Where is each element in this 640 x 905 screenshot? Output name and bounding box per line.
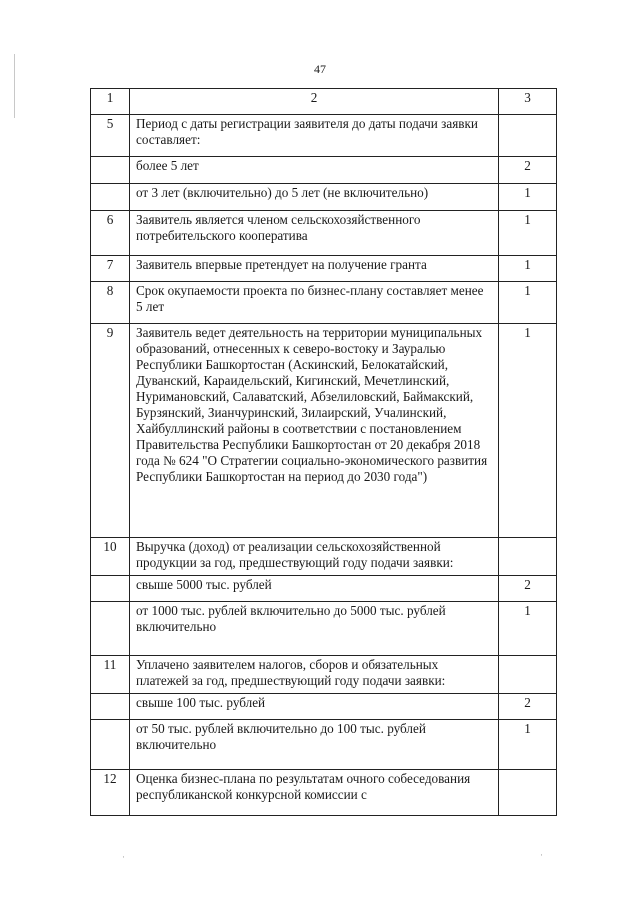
row-number — [91, 720, 130, 770]
table-row — [91, 282, 557, 324]
scan-speck: · — [122, 852, 125, 862]
points-value: 1 — [499, 256, 557, 282]
row-number — [91, 184, 130, 211]
row-number — [91, 694, 130, 720]
table-row — [91, 720, 557, 770]
criterion-text: Уплачено заявителем налогов, сборов и обязательных платежей за год, предшествующий году подачи заявки: — [130, 656, 499, 694]
row-number: 9 — [91, 324, 130, 538]
criteria-table — [90, 88, 557, 816]
criterion-text: Заявитель ведет деятельность на территории муниципальных образований, отнесенных к северо-востоку и Зауралью Республики Башкортостан (Аскинский, Белокатайский, Дуванский, Караидельский, Кигинский, Мечетлинский, Нуримановский, Салаватский, Абзелиловский, Баймакский, Бурзянский, Зианчуринский, Зилаирский, Учалинский, Хайбуллинский районы в соответствии с постановлением Правительства Республики Башкортостан от 20 декабря 2018 года № 624 "О Стратегии социально-экономического развития Республики Башкортостан на период до 2030 года") — [130, 324, 499, 538]
header-col-2: 2 — [130, 89, 499, 115]
points-value — [499, 770, 557, 816]
criterion-text: Заявитель является членом сельскохозяйственного потребительского кооператива — [130, 211, 499, 256]
row-number — [91, 602, 130, 656]
table-row — [91, 602, 557, 656]
points-value: 1 — [499, 184, 557, 211]
row-number: 5 — [91, 115, 130, 157]
table-row — [91, 576, 557, 602]
criterion-text: Заявитель впервые претендует на получение гранта — [130, 256, 499, 282]
criterion-text: от 50 тыс. рублей включительно до 100 тыс. рублей включительно — [130, 720, 499, 770]
points-value: 1 — [499, 282, 557, 324]
header-col-1: 1 — [91, 89, 130, 115]
criterion-text: Срок окупаемости проекта по бизнес-плану составляет менее 5 лет — [130, 282, 499, 324]
points-value — [499, 656, 557, 694]
table-row — [91, 538, 557, 576]
points-value: 2 — [499, 157, 557, 184]
points-value: 1 — [499, 720, 557, 770]
criterion-text: Выручка (доход) от реализации сельскохозяйственной продукции за год, предшествующий году подачи заявки: — [130, 538, 499, 576]
page-number: 47 — [314, 62, 326, 76]
row-number — [91, 576, 130, 602]
table-row — [91, 694, 557, 720]
scan-speck: · — [540, 850, 543, 860]
row-number: 11 — [91, 656, 130, 694]
points-value: 1 — [499, 211, 557, 256]
table-row — [91, 256, 557, 282]
table-row — [91, 324, 557, 538]
table-row — [91, 157, 557, 184]
table-row — [91, 770, 557, 816]
points-value — [499, 538, 557, 576]
criterion-text: от 1000 тыс. рублей включительно до 5000 тыс. рублей включительно — [130, 602, 499, 656]
points-value: 2 — [499, 576, 557, 602]
points-value: 2 — [499, 694, 557, 720]
criterion-text: от 3 лет (включительно) до 5 лет (не включительно) — [130, 184, 499, 211]
points-value: 1 — [499, 324, 557, 538]
criterion-text: свыше 5000 тыс. рублей — [130, 576, 499, 602]
row-number: 7 — [91, 256, 130, 282]
table-header-row — [91, 89, 557, 115]
points-value: 1 — [499, 602, 557, 656]
table-row — [91, 115, 557, 157]
row-number: 10 — [91, 538, 130, 576]
row-number: 8 — [91, 282, 130, 324]
criterion-text: свыше 100 тыс. рублей — [130, 694, 499, 720]
points-value — [499, 115, 557, 157]
criterion-text: Период с даты регистрации заявителя до даты подачи заявки составляет: — [130, 115, 499, 157]
table-row — [91, 656, 557, 694]
row-number — [91, 157, 130, 184]
table-row — [91, 184, 557, 211]
criterion-text: более 5 лет — [130, 157, 499, 184]
header-col-3: 3 — [499, 89, 557, 115]
criterion-text: Оценка бизнес-плана по результатам очного собеседования республиканской конкурсной комиссии с — [130, 770, 499, 816]
table-row — [91, 211, 557, 256]
row-number: 6 — [91, 211, 130, 256]
row-number: 12 — [91, 770, 130, 816]
